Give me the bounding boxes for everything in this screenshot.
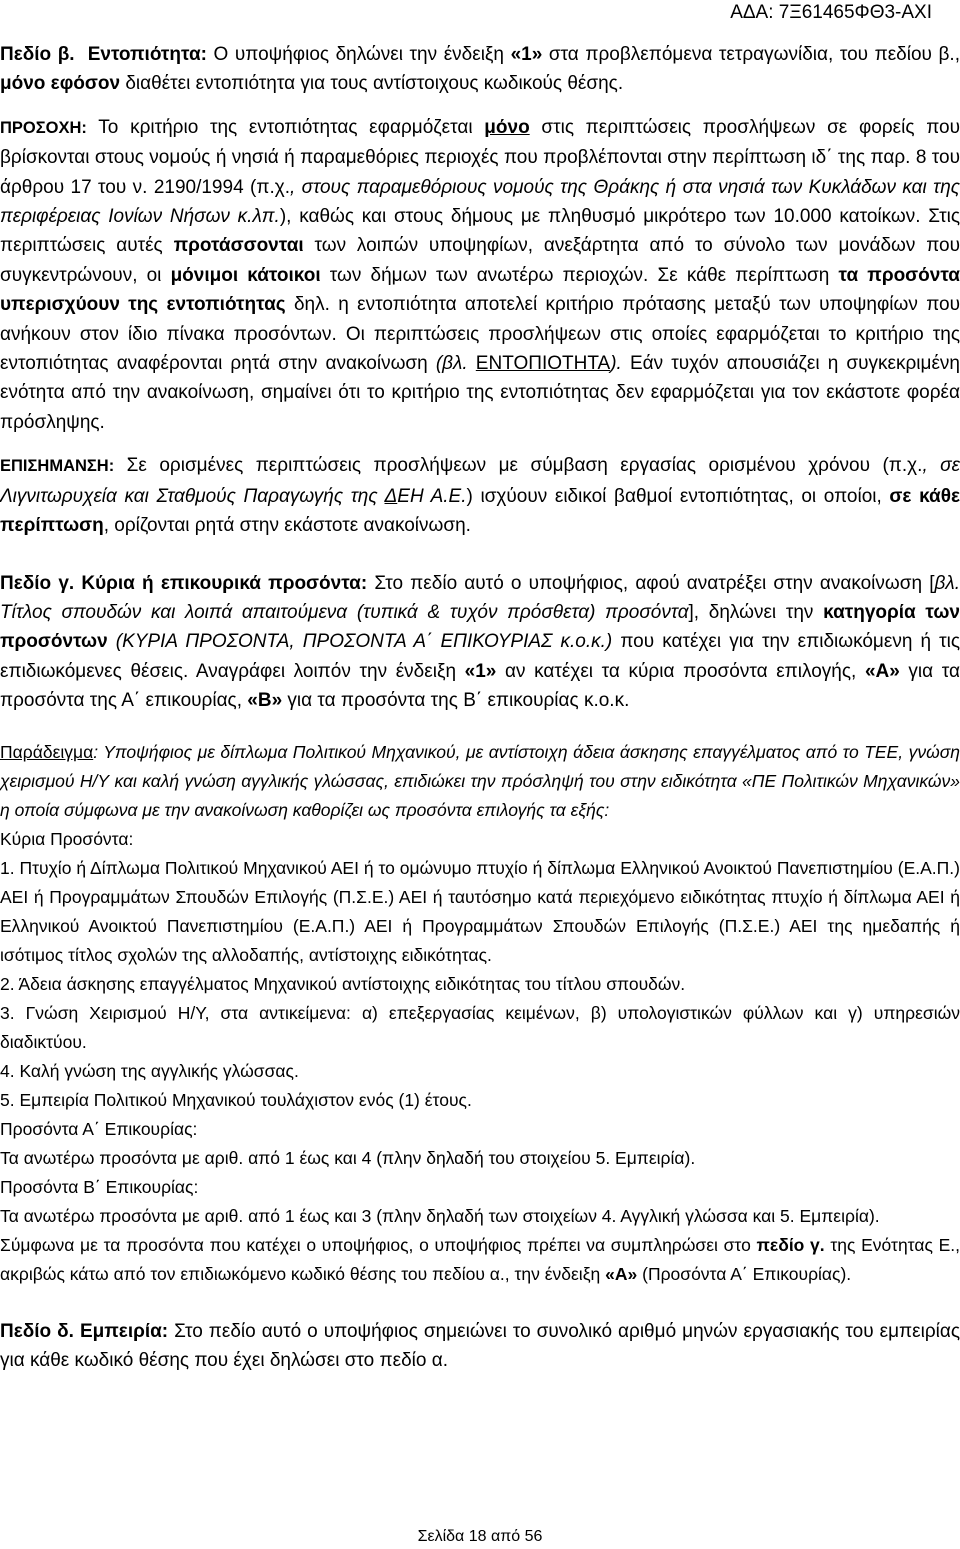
- text: Το κριτήριο της εντοπιότητας εφαρμόζεται: [86, 116, 485, 138]
- text: ), καθώς και στους δήμους με πληθυσμό μικρότερο των 10.000 κατοίκων. Στις περιπτώσεις αυτές: [0, 206, 960, 257]
- text: (Προσόντα Α΄ Επικουρίας).: [637, 1263, 852, 1284]
- text: των λοιπών υποψηφίων, ανεξάρτητα από το σύνολο των μονάδων που συγκεντρώνουν, οι: [0, 235, 960, 286]
- pedio-g-title: Κύρια ή επικουρικά προσόντα:: [81, 572, 368, 594]
- italic-text: ).: [610, 353, 622, 375]
- text: στα προβλεπόμενα τετραγωνίδια, του πεδίου β.,: [542, 44, 960, 65]
- conclusion-paragraph: [0, 1231, 960, 1289]
- kyria-heading: Κύρια Προσόντα:: [0, 828, 134, 849]
- underlined-text: Δ: [384, 485, 398, 507]
- pedio-d-title: Εμπειρία:: [79, 1320, 169, 1342]
- list-item: 2. Άδεια άσκησης επαγγέλματος Μηχανικού αντίστοιχης ειδικότητας του τίτλου σπουδών.: [0, 973, 686, 994]
- mono-emphasis: μόνο: [484, 116, 530, 138]
- emphasis: τα προσόντα υπερισχύουν της εντοπιότητας: [0, 264, 960, 316]
- text: Εάν τυχόν απουσιάζει η συγκεκριμένη ενότητα από την ανακοίνωση, σημαίνει ότι το κριτήριο της εντοπιότητας δεν εφαρμόζεται για τον εκάστοτε φορέα πρόσληψης.: [0, 353, 960, 433]
- italic-text: βλ. Τίτλος σπουδών και λοιπά απαιτούμενα (τυπικά & τυχόν πρόσθετα) προσόντα: [0, 572, 960, 623]
- text: αν κατέχει τα κύρια προσόντα επιλογής,: [496, 660, 865, 682]
- text: για τα προσόντα της Β΄ επικουρίας κ.ο.κ.: [282, 690, 630, 712]
- mark: «1»: [510, 44, 543, 65]
- text: των δήμων των ανωτέρω περιοχών. Σε κάθε περίπτωση: [320, 264, 839, 286]
- prosoxi-label: ΠΡΟΣΟΧΗ:: [0, 118, 87, 137]
- episimansi-label: ΕΠΙΣΗΜΑΝΣΗ:: [0, 457, 115, 476]
- italic-text: (βλ.: [435, 353, 476, 375]
- text: , ορίζονται ρητά στην εκάστοτε ανακοίνωση.: [103, 515, 471, 537]
- text: Σύμφωνα με τα προσόντα που κατέχει ο υποψήφιος, ο υποψήφιος πρέπει να συμπληρώσει στο: [0, 1234, 757, 1255]
- a-epikourias-text: Τα ανωτέρω προσόντα με αριθ. από 1 έως και 4 (πλην δηλαδή του στοιχείου 5. Εμπειρία).: [0, 1147, 696, 1168]
- a-epikourias-heading: Προσόντα Α΄ Επικουρίας:: [0, 1118, 198, 1139]
- pedio-b-paragraph: [0, 40, 960, 99]
- emphasis: «Α»: [605, 1263, 638, 1284]
- pedio-g-paragraph: [0, 569, 960, 716]
- emphasis: «Α»: [864, 660, 900, 682]
- entopiotita-link[interactable]: ΕΝΤΟΠΙΟΤΗΤΑ: [475, 353, 611, 375]
- emphasis: μόνο εφόσον: [0, 73, 121, 95]
- text: της Ενότητας Ε., ακριβώς κάτω από τον επιδιωκόμενο κωδικό θέσης του πεδίου α., την ένδειξη: [0, 1234, 960, 1284]
- text: που κατέχει για την επιδιωκόμενη ή τις επιδιωκόμενες θέσεις. Αναγράφει λοιπόν την ένδειξη: [0, 631, 960, 682]
- text: Στο πεδίο αυτό ο υποψήφιος, αφού ανατρέξει στην ανακοίνωση [: [367, 572, 935, 594]
- list-item: 4. Καλή γνώση της αγγλικής γλώσσας.: [0, 1060, 299, 1081]
- italic-text: (ΚΥΡΙΑ ΠΡΟΣΟΝΤΑ, ΠΡΟΣΟΝΤΑ Α΄ ΕΠΙΚΟΥΡΙΑΣ κ.ο.κ.): [107, 631, 613, 653]
- emphasis: προτάσσονται: [173, 235, 304, 257]
- pedio-b-label: Πεδίο β.: [0, 44, 75, 65]
- pedio-b-title: Εντοπιότητα:: [87, 44, 207, 65]
- list-item: 1. Πτυχίο ή Δίπλωμα Πολιτικού Μηχανικού ΑΕΙ ή το ομώνυμο πτυχίο ή δίπλωμα Ελληνικού Ανοικτού Πανεπιστημίου (Ε.Α.Π.) ΑΕΙ ή Προγραμμάτων Σπουδών Επιλογής (Π.Σ.Ε.) ΑΕΙ ή ταυτόσημο κατά περιεχόμενο ειδικότητας πτυχίο ή δίπλωμα ΑΕΙ ή Ελληνικού Ανοικτού Πανεπιστημίου (Ε.Α.Π.) ΑΕΙ ή Προγραμμάτων Σπουδών Επιλογής (Π.Σ.Ε.) ΑΕΙ της ημεδαπής ή ισότιμος τίτλος σχολών της αλλοδαπής, αντίστοιχης ειδικότητας.: [0, 857, 960, 965]
- episimansi-paragraph: [0, 451, 960, 540]
- text: δηλ. η εντοπιότητα αποτελεί κριτήριο πρότασης μεταξύ των υποψηφίων που ανήκουν στον ίδιο πίνακα προσόντων. Οι περιπτώσεις προσλήψεων στις οποίες εφαρμόζεται το κριτήριο της εντοπιότητας αναφέρονται ρητά στην ανακοίνωση: [0, 294, 960, 375]
- example-label: Παράδειγμα: [0, 741, 94, 762]
- text: Σε ορισμένες περιπτώσεις προσλήψεων με σύμβαση εργασίας ορισμένου χρόνου (π.χ.: [114, 455, 923, 477]
- pedio-d-label: Πεδίο δ.: [0, 1320, 74, 1342]
- italic-text: , σε Λιγνιτωρυχεία και Σταθμούς Παραγωγής της: [0, 455, 960, 507]
- emphasis: πεδίο γ.: [756, 1234, 825, 1255]
- text: για τα προσόντα της Α΄ επικουρίας,: [0, 660, 960, 712]
- text: στις περιπτώσεις προσλήψεων σε φορείς που βρίσκονται στους νομούς ή νησιά ή παραμεθόριες περιοχές που προβλέπονται στην περίπτωση ιδ΄ της παρ. 8 του άρθρου 17 του ν. 2190/1994 (π.χ.: [0, 116, 960, 198]
- text: ], δηλώνει την: [688, 601, 824, 623]
- emphasis: σε κάθε περίπτωση: [0, 485, 960, 537]
- example-paragraph: [0, 738, 960, 825]
- list-item: 3. Γνώση Χειρισμού Η/Υ, στα αντικείμενα: α) επεξεργασίας κειμένων, β) υπολογιστικών φύλλων και γ) υπηρεσιών διαδικτύου.: [0, 1002, 960, 1052]
- pedio-g-label: Πεδίο γ.: [0, 572, 75, 594]
- emphasis: «Β»: [247, 690, 283, 712]
- b-epikourias-heading: Προσόντα Β΄ Επικουρίας:: [0, 1176, 199, 1197]
- text: Στο πεδίο αυτό ο υποψήφιος σημειώνει το συνολικό αριθμό μηνών εργασιακής του εμπειρίας για κάθε κωδικό θέσης που έχει δηλώσει στο πεδίο α.: [0, 1320, 960, 1371]
- ada-code: ΑΔΑ: 7Ξ61465ΦΘ3-ΑΧΙ: [730, 2, 932, 23]
- italic-text: ΕΗ Α.Ε.: [397, 485, 467, 507]
- text: ) ισχύουν ειδικοί βαθμοί εντοπιότητας, οι οποίοι,: [466, 485, 890, 507]
- emphasis: μόνιμοι κάτοικοι: [170, 264, 321, 286]
- example-text: : Υποψήφιος με δίπλωμα Πολιτικού Μηχανικού, με αντίστοιχη άδεια άσκησης επαγγέλματος από το ΤΕΕ, γνώση χειρισμού Η/Υ και καλή γνώση αγγλικής γλώσσας, επιδιώκει την πρόσληψή του στην ειδικότητα «ΠΕ Πολιτικών Μηχανικών» η οποία σύμφωνα με την ανακοίνωση καθορίζει ως προσόντα επιλογής τα εξής:: [0, 741, 960, 820]
- text: Ο υποψήφιος δηλώνει την ένδειξη: [206, 44, 511, 65]
- list-item: 5. Εμπειρία Πολιτικού Μηχανικού τουλάχιστον ενός (1) έτους.: [0, 1089, 472, 1110]
- b-epikourias-text: Τα ανωτέρω προσόντα με αριθ. από 1 έως και 3 (πλην δηλαδή των στοιχείων 4. Αγγλική γλώσσα και 5. Εμπειρία).: [0, 1205, 880, 1226]
- text: διαθέτει εντοπιότητα για τους αντίστοιχους κωδικούς θέσης.: [120, 73, 624, 95]
- italic-text: , στους παραμεθόριους νομούς της Θράκης ή στα νησιά των Κυκλάδων και της περιφέρειας Ιονίων Νήσων κ.λπ.: [0, 176, 960, 228]
- pedio-d-paragraph: [0, 1317, 960, 1376]
- page-number: Σελίδα 18 από 56: [417, 1528, 543, 1545]
- emphasis: «1»: [464, 660, 497, 682]
- prosoxi-paragraph: [0, 113, 960, 437]
- document-body: [0, 40, 960, 1375]
- emphasis: κατηγορία των προσόντων: [0, 601, 960, 653]
